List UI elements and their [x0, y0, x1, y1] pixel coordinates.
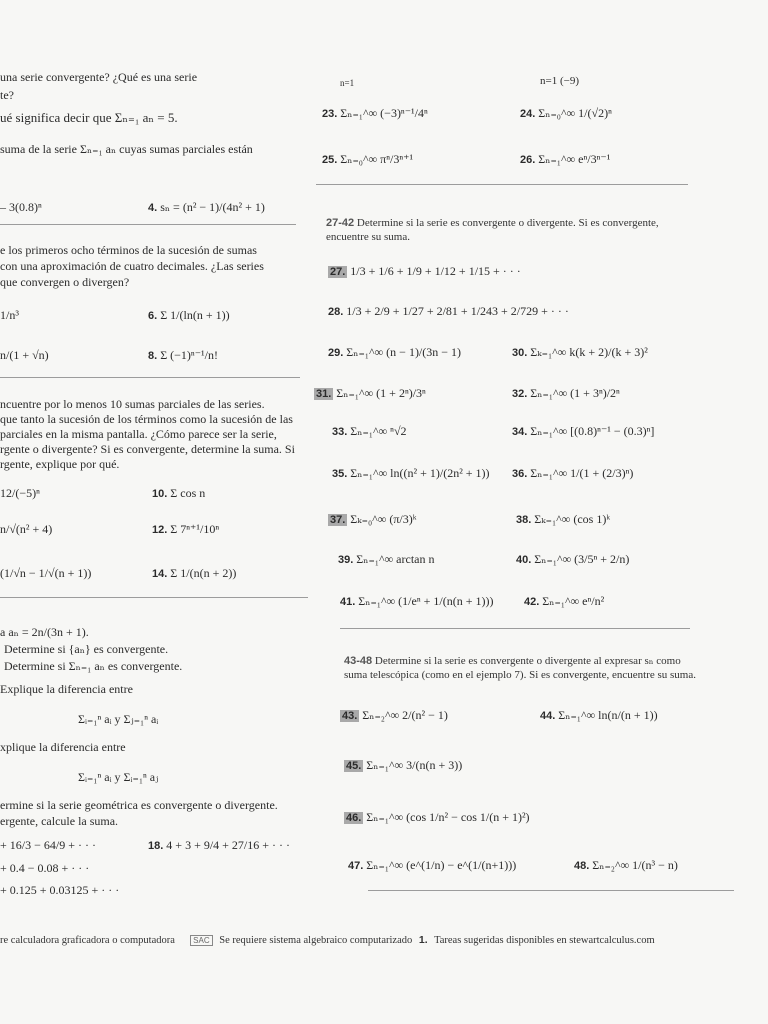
exercise-number: 35. [332, 468, 348, 480]
exercise-number: 6. [148, 310, 158, 322]
exercise-expression: Σₙ₌₂^∞ 1/(n³ − n) [592, 858, 678, 872]
exercise-range: 27-42 [326, 217, 355, 229]
exercise-number: 39. [338, 554, 354, 566]
instructions-line: ergente, calcule la suma. [0, 814, 119, 828]
divider [368, 890, 734, 891]
instructions-line: rgente o divergente? Si es convergente, determine la suma. Si [0, 442, 295, 456]
exercise-number: 12. [152, 524, 168, 536]
exercise-18 [148, 838, 290, 854]
exercise-9-expression: 12/(−5)ⁿ [0, 486, 40, 500]
exercise-15-definition: a aₙ = 2n/(3n + 1). [0, 625, 89, 639]
exercise-expression: Σₙ₌₁^∞ arctan n [356, 552, 435, 566]
exercise-number-highlighted: 43. [342, 710, 358, 722]
instructions-line: con una aproximación de cuatro decimales. ¿Las series [0, 259, 264, 273]
divider [0, 377, 300, 378]
exercise-6 [148, 308, 230, 324]
exercise-range: 43-48 [344, 655, 373, 667]
exercise-25 [322, 152, 413, 168]
exercise-16-text: Explique la diferencia entre [0, 682, 133, 696]
exercise-expression: Σₙ₌₁^∞ ln(n/(n + 1)) [558, 708, 658, 722]
exercise-12 [152, 522, 219, 538]
exercise-expression: Σ 1/(ln(n + 1)) [160, 308, 230, 322]
exercise-number-highlighted: 45. [346, 760, 362, 772]
exercise-expression: Σ 7ⁿ⁺¹/10ⁿ [170, 522, 220, 536]
question-fragment: suma de la serie Σₙ₌₁ aₙ cuyas sumas parciales están [0, 142, 253, 156]
section-header-43-48 [344, 654, 700, 682]
exercise-30 [512, 345, 648, 361]
exercise-42 [524, 594, 604, 610]
exercise-38 [516, 512, 610, 528]
exercise-13-expression: (1/√n − 1/√(n + 1)) [0, 566, 92, 580]
exercise-number-highlighted: 31. [316, 388, 332, 400]
exercise-27 [328, 264, 521, 280]
exercise-expression: Σₙ₌₁^∞ (−3)ⁿ⁻¹/4ⁿ [340, 106, 428, 120]
divider [0, 224, 296, 225]
exercise-number: 28. [328, 306, 344, 318]
exercise-37 [328, 512, 417, 528]
exercise-number: 40. [516, 554, 532, 566]
exercise-expression: Σₙ₌₁^∞ (1 + 2ⁿ)/3ⁿ [336, 386, 426, 400]
footer-calculator-note: re calculadora graficadora o computadora [0, 935, 175, 946]
exercise-expression: 4 + 3 + 9/4 + 27/16 + · · · [166, 838, 291, 852]
exercise-expression: Σₙ₌₁^∞ (n − 1)/(3n − 1) [346, 345, 462, 359]
exercise-number: 34. [512, 426, 528, 438]
exercise-number-highlighted: 37. [330, 514, 346, 526]
exercise-geometric-2: + 0.4 − 0.08 + · · · [0, 861, 90, 875]
divider [0, 597, 308, 598]
exercise-number: 14. [152, 568, 168, 580]
exercise-geometric-1: + 16/3 − 64/9 + · · · [0, 838, 96, 852]
exercise-expression: Σₙ₌₁^∞ 3/(n(n + 3)) [366, 758, 463, 772]
exercise-number: 33. [332, 426, 348, 438]
exercise-43 [340, 708, 448, 724]
exercise-expression: Σₙ₌₁^∞ eⁿ/3ⁿ⁻¹ [538, 152, 611, 166]
exercise-expression: Σ (−1)ⁿ⁻¹/n! [160, 348, 218, 362]
exercise-number-highlighted: 46. [346, 812, 362, 824]
exercise-expression: Σₙ₌₂^∞ 2/(n² − 1) [362, 708, 448, 722]
exercise-geometric-3: + 0.125 + 0.03125 + · · · [0, 883, 120, 897]
exercise-48 [574, 858, 678, 874]
instructions-line: ermine si la serie geométrica es convergente o divergente. [0, 798, 278, 812]
exercise-number: 44. [540, 710, 556, 722]
exercise-number: 30. [512, 347, 528, 359]
exercise-expression: Σₙ₌₁^∞ (e^(1/n) − e^(1/(n+1))) [366, 858, 517, 872]
sac-badge: SAC [190, 935, 212, 946]
exercise-10 [152, 486, 205, 502]
exercise-number: 29. [328, 347, 344, 359]
sum-index-fragment: n=1 (−9) [540, 75, 579, 87]
exercise-29 [328, 345, 461, 361]
exercise-number: 26. [520, 154, 536, 166]
exercise-expression: 1/3 + 1/6 + 1/9 + 1/12 + 1/15 + · · · [350, 264, 521, 278]
exercise-46 [344, 810, 530, 826]
exercise-35 [332, 466, 490, 482]
exercise-expression: Σₙ₌₁^∞ (1/eⁿ + 1/(n(n + 1))) [358, 594, 494, 608]
exercise-15-part-a: Determine si {aₙ} es convergente. [4, 642, 169, 656]
instructions-line: que convergen o divergen? [0, 275, 130, 289]
exercise-32 [512, 386, 620, 402]
exercise-17-text: xplique la diferencia entre [0, 740, 126, 754]
exercise-14 [152, 566, 236, 582]
exercise-expression: Σ cos n [170, 486, 206, 500]
instructions-line: parciales en la misma pantalla. ¿Cómo parece ser la serie, [0, 427, 277, 441]
exercise-expression: Σₙ₌₁^∞ (1 + 3ⁿ)/2ⁿ [530, 386, 620, 400]
exercise-expression: Σₖ₌₁^∞ k(k + 2)/(k + 3)² [530, 345, 648, 359]
exercise-36 [512, 466, 633, 482]
exercise-number: 10. [152, 488, 168, 500]
exercise-44 [540, 708, 658, 724]
exercise-34 [512, 424, 654, 440]
exercise-15-part-b: Determine si Σₙ₌₁ aₙ es convergente. [4, 659, 183, 673]
exercise-24 [520, 106, 612, 122]
exercise-number: 42. [524, 596, 540, 608]
exercise-11-expression: n/√(n² + 4) [0, 522, 53, 536]
divider [316, 184, 688, 185]
exercise-31 [314, 386, 426, 402]
exercise-expression: Σₙ₌₁^∞ (cos 1/n² − cos 1/(n + 1)²) [366, 810, 530, 824]
exercise-expression: Σ 1/(n(n + 2)) [170, 566, 237, 580]
exercise-16-expression: Σᵢ₌₁ⁿ aᵢ y Σⱼ₌₁ⁿ aᵢ [78, 712, 159, 726]
exercise-number: 18. [148, 840, 164, 852]
exercise-expression: Σₙ₌₁^∞ (3/5ⁿ + 2/n) [534, 552, 630, 566]
exercise-number: 38. [516, 514, 532, 526]
exercise-expression: Σₖ₌₁^∞ (cos 1)ᵏ [534, 512, 611, 526]
exercise-number: 41. [340, 596, 356, 608]
exercise-expression: Σₙ₌₁^∞ 1/(1 + (2/3)ⁿ) [530, 466, 634, 480]
exercise-number: 8. [148, 350, 158, 362]
instructions-line: que tanto la sucesión de los términos como la sucesión de las [0, 412, 293, 426]
exercise-expression: Σₙ₌₁^∞ ⁿ√2 [350, 424, 407, 438]
exercise-expression: Σₙ₌₀^∞ 1/(√2)ⁿ [538, 106, 612, 120]
exercise-8 [148, 348, 218, 364]
exercise-expression: sₙ = (n² − 1)/(4n² + 1) [160, 200, 265, 214]
exercise-expression: Σₙ₌₁^∞ [(0.8)ⁿ⁻¹ − (0.3)ⁿ] [530, 424, 655, 438]
exercise-7-expression: n/(1 + √n) [0, 348, 49, 362]
section-instructions: Determine si la serie es convergente o divergente al expresar sₙ como suma telescópica (como en el ejemplo 7). Si es convergente, encuentre su suma. [344, 655, 696, 681]
exercise-45 [344, 758, 462, 774]
exercise-39 [338, 552, 434, 568]
sum-index-fragment: n=1 [340, 78, 355, 88]
exercise-33 [332, 424, 407, 440]
section-header-27-42 [326, 216, 686, 244]
exercise-26 [520, 152, 610, 168]
exercise-expression: 1/3 + 2/9 + 1/27 + 2/81 + 1/243 + 2/729 + · · · [346, 304, 569, 318]
divider [340, 628, 690, 629]
question-fragment: te? [0, 88, 14, 102]
exercise-number: 23. [322, 108, 338, 120]
exercise-17-expression: Σᵢ₌₁ⁿ aᵢ y Σᵢ₌₁ⁿ aⱼ [78, 770, 159, 784]
exercise-4 [148, 200, 265, 216]
instructions-line: rgente, explique por qué. [0, 457, 120, 471]
exercise-expression: Σₙ₌₁^∞ ln((n² + 1)/(2n² + 1)) [350, 466, 490, 480]
footer-legend [0, 934, 655, 946]
footer-sac-note: Se requiere sistema algebraico computarizado [219, 935, 413, 946]
question-fragment: una serie convergente? ¿Qué es una serie [0, 70, 198, 84]
exercise-expression: Σₙ₌₀^∞ πⁿ/3ⁿ⁺¹ [340, 152, 414, 166]
exercise-number: 47. [348, 860, 364, 872]
exercise-3-expression: – 3(0.8)ⁿ [0, 200, 42, 214]
instructions-line: e los primeros ocho términos de la sucesión de sumas [0, 243, 257, 257]
exercise-23 [322, 106, 428, 122]
exercise-number: 24. [520, 108, 536, 120]
exercise-47 [348, 858, 516, 874]
exercise-40 [516, 552, 629, 568]
question-fragment: ué significa decir que Σₙ₌₁ aₙ = 5. [0, 110, 178, 125]
section-instructions: Determine si la serie es convergente o divergente. Si es convergente, encuentre su suma. [326, 217, 659, 243]
exercise-28 [328, 304, 569, 320]
exercise-41 [340, 594, 493, 610]
exercise-5-expression: 1/n³ [0, 308, 19, 322]
exercise-number: 25. [322, 154, 338, 166]
footnote-number: 1. [418, 934, 428, 946]
footer-homework-note: Tareas sugeridas disponibles en stewartcalculus.com [434, 935, 655, 946]
exercise-expression: Σₙ₌₁^∞ eⁿ/n² [542, 594, 605, 608]
instructions-line: ncuentre por lo menos 10 sumas parciales de las series. [0, 397, 265, 411]
exercise-number: 4. [148, 202, 158, 214]
exercise-expression: Σₖ₌₀^∞ (π/3)ᵏ [350, 512, 417, 526]
exercise-number: 36. [512, 468, 528, 480]
exercise-number: 32. [512, 388, 528, 400]
exercise-number: 48. [574, 860, 590, 872]
exercise-number-highlighted: 27. [330, 266, 346, 278]
